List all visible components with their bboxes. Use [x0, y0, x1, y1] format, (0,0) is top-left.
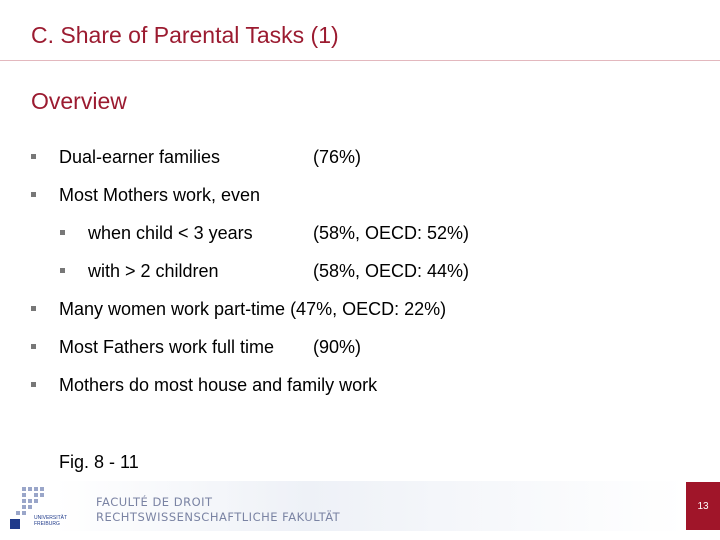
bullet-text: Dual-earner families: [59, 147, 221, 167]
university-line: UNIVERSITÄT: [34, 515, 68, 521]
bullet-value: (90%): [313, 337, 362, 357]
faculty-name-german: RECHTSWISSENSCHAFTLICHE FAKULTÄT: [96, 510, 341, 524]
faculty-name-french: FACULTÉ DE DROIT: [96, 495, 213, 509]
university-name: [34, 515, 67, 527]
bullet-value: (58%, OECD: 44%): [313, 261, 470, 281]
bullet-value: (76%): [313, 147, 362, 167]
bullet-value: (58%, OECD: 52%): [313, 223, 470, 243]
bullet-text: Most Mothers work, even: [59, 185, 261, 205]
slide-title: C. Share of Parental Tasks (1): [31, 22, 339, 48]
title-divider: [0, 60, 720, 61]
bullet-text: Many women work part-time (47%, OECD: 22%): [59, 299, 447, 319]
bullet-text: with > 2 children: [88, 261, 219, 281]
bullet-icon: [60, 268, 65, 273]
bullet-icon: [31, 192, 36, 197]
bullet-icon: [31, 344, 36, 349]
university-line: FREIBURG: [34, 521, 60, 527]
slide-subtitle: Overview: [31, 88, 127, 114]
footer: [0, 481, 720, 533]
bullet-icon: [31, 382, 36, 387]
bullet-text: when child < 3 years: [88, 223, 253, 243]
bullet-text: Mothers do most house and family work: [59, 375, 378, 395]
figure-reference: Fig. 8 - 11: [59, 452, 139, 472]
page-number: 13: [686, 482, 720, 530]
bullet-text: Most Fathers work full time: [59, 337, 275, 357]
bullet-icon: [31, 154, 36, 159]
bullet-icon: [31, 306, 36, 311]
bullet-icon: [60, 230, 65, 235]
